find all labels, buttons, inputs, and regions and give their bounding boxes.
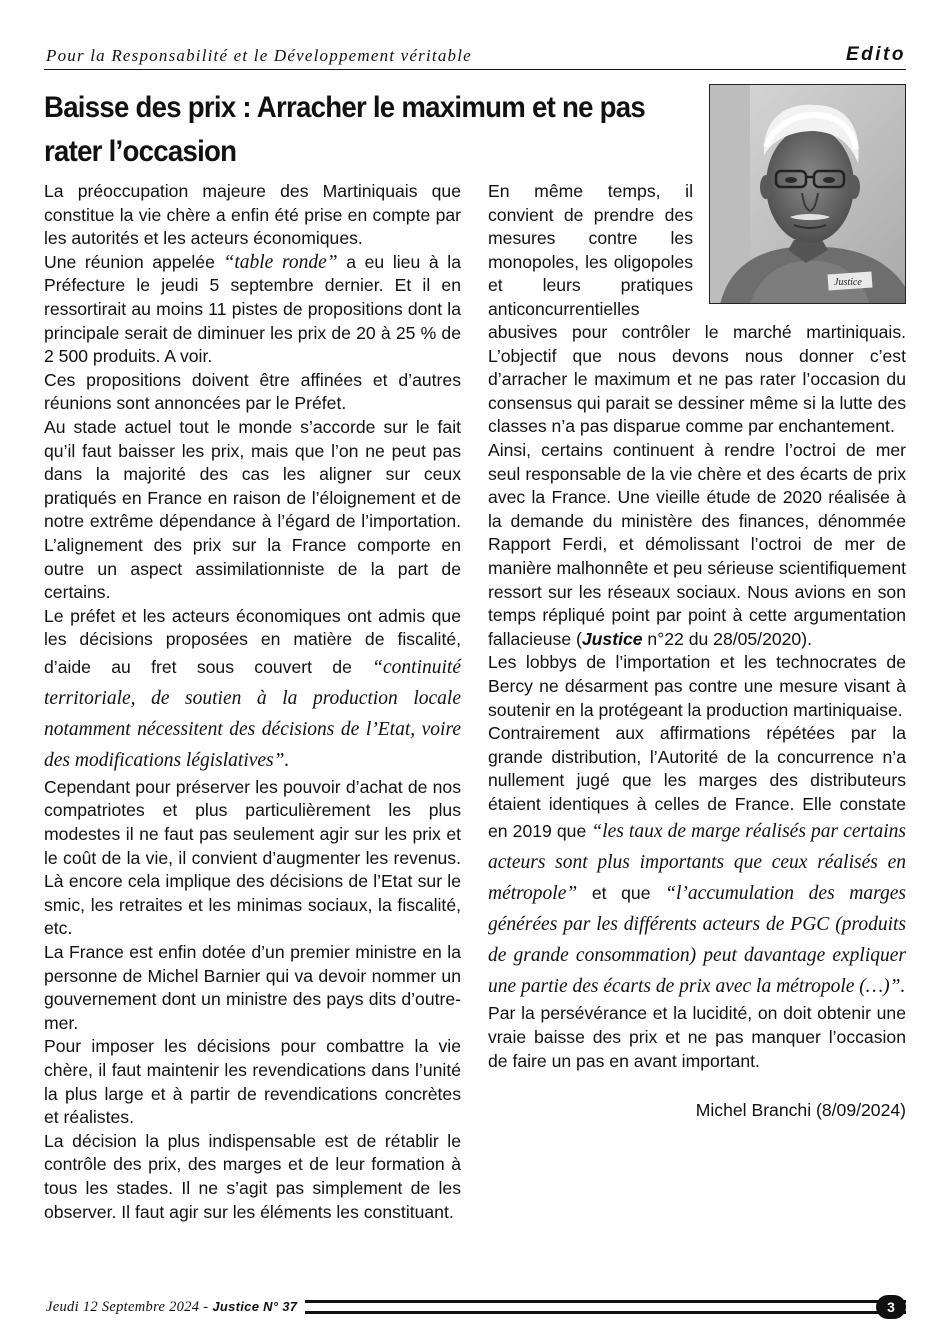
footer-publication: Justice N° 37	[212, 1299, 298, 1314]
article-headline: Baisse des prix : Arracher le maximum et ne pas rater l’occasion	[44, 91, 646, 168]
paragraph: La France est enfin dotée d’un premier ministre en la personne de Michel Barnier qui va devoir nommer un gouvernement dont un ministre des pays dits d’outre-mer.	[44, 942, 461, 1033]
paragraph: Au stade actuel tout le monde s’accorde sur le fait qu’il faut baisser les prix, mais que l’on ne peut pas dans la majorité des cas les aligner sur ceux pratiqués en France en raison de l’éloignement et de notre extrême dépendance à l’égard de l’importation. L’alignement des prix sur la France comporte en outre un aspect assimilationniste de la part de certains.	[44, 416, 461, 603]
paragraph: La préoccupation majeure des Martiniquais que constitue la vie chère a enfin été prise en compte par les autorités et les acteurs économiques.	[44, 181, 461, 249]
quote: “table ronde”	[223, 251, 338, 273]
portrait-image	[710, 85, 906, 304]
author-photo	[709, 84, 906, 304]
header-tagline: Pour la Responsabilité et le Développement véritable	[46, 46, 472, 65]
header-divider	[44, 69, 906, 70]
right-column-intro	[488, 180, 693, 322]
paragraph: Une réunion appelée “table ronde” a eu lieu à la Préfecture le jeudi 5 septembre dernier. Et il en ressortirait au moins 11 pistes de propositions dont la principale serait de diminuer les prix de 20 à 25 % de 2 500 produits. A voir.	[44, 251, 461, 367]
paragraph: Par la persévérance et la lucidité, on doit obtenir une vraie baisse des prix et ne pas manquer l’occasion de faire un pas en avant important.	[488, 1003, 906, 1071]
shirt-print: Justice	[834, 277, 862, 288]
publication-name: Justice	[581, 628, 643, 649]
page-number: 3	[876, 1295, 906, 1319]
quote: “les taux de marge réalisés par certains acteurs sont plus importants que ceux réalisés en métropole”	[488, 821, 906, 905]
footer-date: Jeudi 12 Septembre 2024 -	[46, 1299, 213, 1315]
page-header	[44, 42, 906, 76]
paragraph: Les lobbys de l’importation et les technocrates de Bercy ne désarment pas contre une mesure visant à soutenir en la protégeant la production martiniquaise.	[488, 652, 906, 720]
quote: “l’accumulation des marges générées par les différents acteurs de PGC (produits de grande consommation) peut davantage expliquer une partie des écarts de prix avec la métropole (…)”.	[488, 883, 906, 998]
footer-issue	[42, 1295, 305, 1319]
paragraph: En même temps, il convient de prendre des mesures contre les monopoles, les oligopoles et leurs pratiques anticoncurrentielles	[488, 181, 693, 319]
paragraph: abusives pour contrôler le marché martiniquais. L’objectif que nous devons nous donner c’est d’arracher le maximum et ne pas rater l’occasion du consensus qui parait se dessiner même si la lutte des classes n’a pas disparue comme par enchantement.	[488, 322, 906, 437]
paragraph: Cependant pour préserver les pouvoir d’achat de nos compatriotes et plus particulièrement les plus modestes il ne faut pas seulement agir sur les prix et le coût de la vie, il convient d’augmenter les revenus. Là encore cela implique des décisions de l’Etat sur le smic, les retraites et les minimas sociaux, la fiscalité, etc.	[44, 776, 461, 939]
quote: “continuité territoriale, de soutien à la production locale notamment nécessitent des décisions de l’Etat, voire des modifications législatives”.	[44, 656, 461, 771]
author-signature: Michel Branchi (8/09/2024)	[695, 1100, 906, 1121]
paragraph: La décision la plus indispensable est de rétablir le contrôle des prix, des marges et de leur formation à tous les stades. Il ne s’agit pas simplement de les observer. Il faut agir sur les éléments les constituant.	[44, 1130, 461, 1222]
paragraph: Ainsi, certains continuent à rendre l’octroi de mer seul responsable de la vie chère et des écarts de prix avec la France. Une vieille étude de 2020 réalisée à la demande du ministère des finances, dénommée Rapport Ferdi, et démolissant l’octroi de mer de manière malhonnête et peu sérieuse scientifiquement ressort sur les réseaux sociaux. Nous avions en son temps répliqué point par point à cette argumentation fallacieuse (Justice n°22 du 28/05/2020).	[488, 439, 906, 649]
paragraph: Ces propositions doivent être affinées et d’autres réunions sont annoncées par le Préfet.	[44, 369, 461, 414]
paragraph: Contrairement aux affirmations répétées par la grande distribution, l’Autorité de la concurrence n’a nullement jugé que les marges des distributeurs étaient identiques à celles de France. Elle constate en 2019 que “les taux de marge réalisés par certains acteurs sont plus importants que ceux réalisés en métropole” et que “l’accumulation des marges générées par les différents acteurs de PGC (produits de grande consommation) peut davantage expliquer une partie des écarts de prix avec la métropole (…)”.	[488, 723, 906, 998]
section-label: Edito	[846, 44, 906, 65]
paragraph: Le préfet et les acteurs économiques ont admis que les décisions proposées en matière de fiscalité, d’aide au fret sous couvert de “continuité territoriale, de soutien à la production locale notamment nécessitent des décisions de l’Etat, voire des modifications législatives”.	[44, 605, 461, 771]
page-footer	[44, 1295, 906, 1319]
left-column	[44, 180, 461, 1224]
paragraph: Pour imposer les décisions pour combattre la vie chère, il faut maintenir les revendications dans l’unité la plus large et à partir de revendications concrètes et réalistes.	[44, 1036, 461, 1128]
right-column	[488, 321, 906, 1123]
